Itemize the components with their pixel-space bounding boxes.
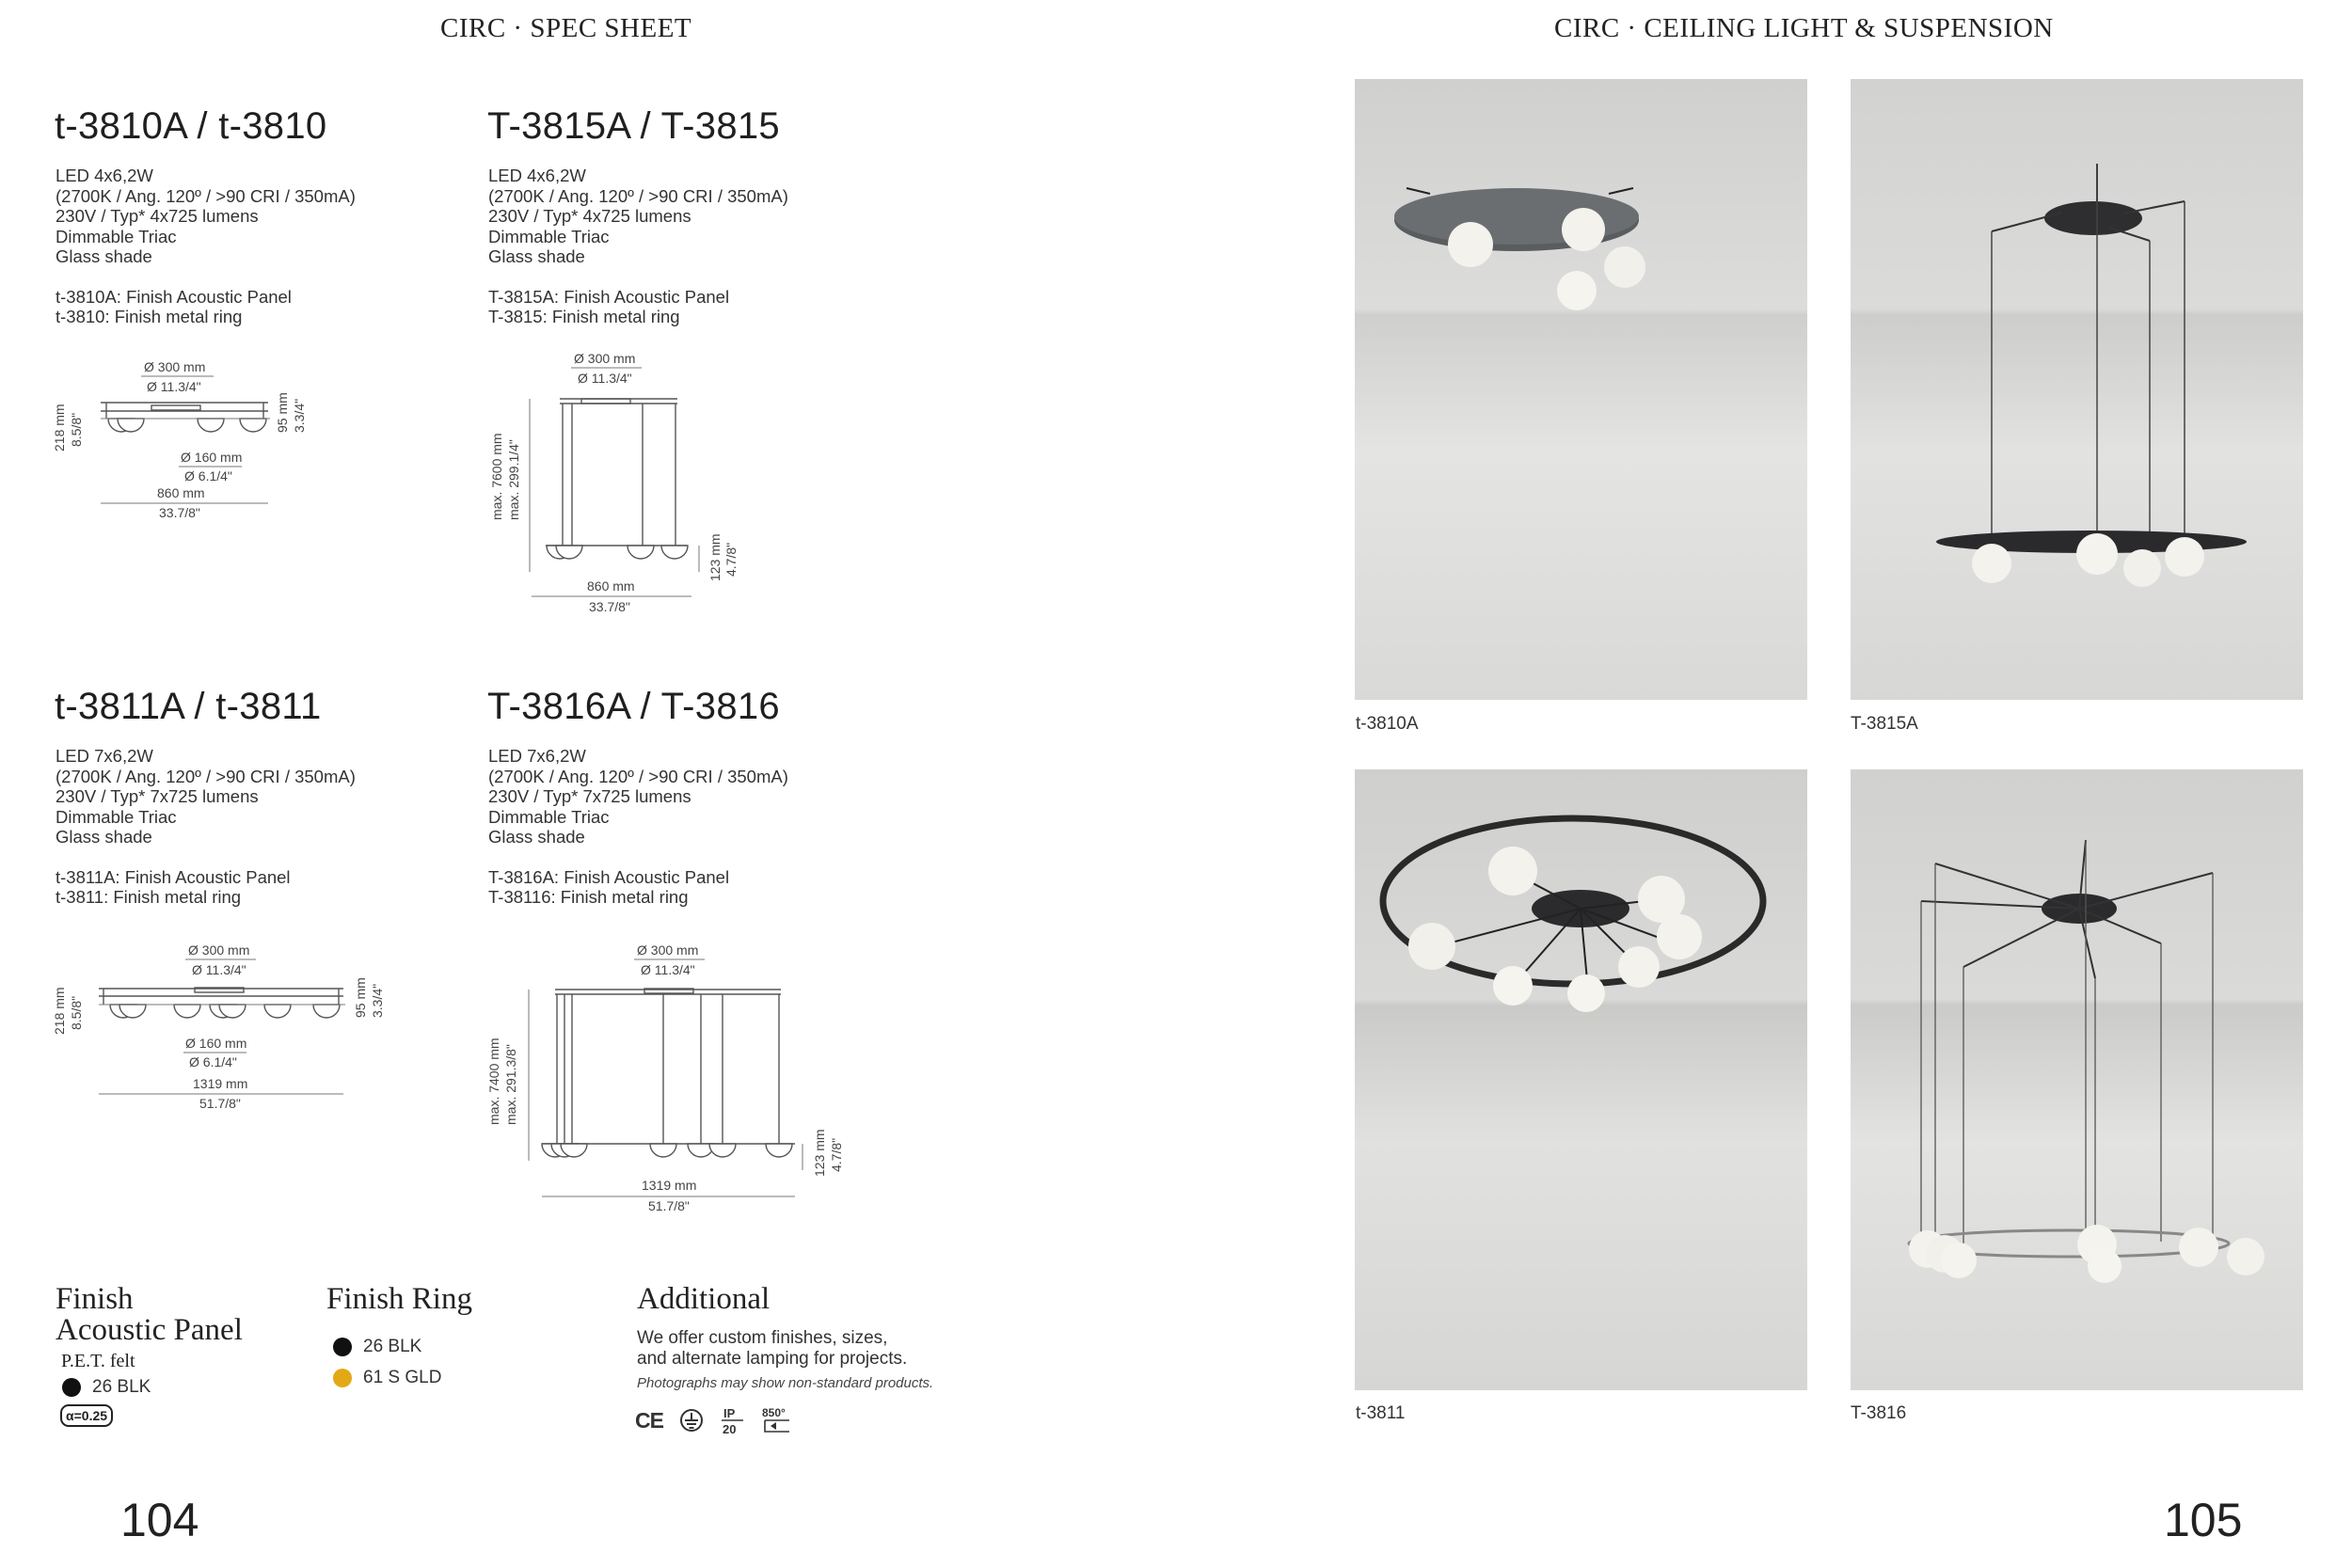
right-running-title: CIRC · CEILING LIGHT & SUSPENSION [1554,13,2054,43]
svg-text:max. 7400 mm: max. 7400 mm [486,1037,501,1125]
svg-text:95 mm: 95 mm [275,392,290,433]
dimension-drawing-T-3816 [480,937,875,1228]
product-photo-t-3810A[interactable] [1355,79,1807,700]
model-specs-T-3815: LED 4x6,2W (2700K / Ang. 120º / >90 CRI / 350mA) 230V / Typ* 4x725 lumens Dimmable Triac Glass shade T-3815A: Finish Acoustic Panel T-3815: Finish metal ring [488,166,788,326]
dimension-drawing-t-3810 [52,353,390,527]
model-title-t-3810: t-3810A / t-3810 [55,105,327,147]
suspension-ring-illustration [1851,769,2303,1390]
page-number-left: 104 [120,1494,199,1546]
svg-text:Ø 300 mm: Ø 300 mm [574,351,636,366]
ip20-rating-icon [720,1405,746,1435]
photo-caption-t-3810A: t-3810A [1356,714,1419,734]
svg-text:Ø 11.3/4": Ø 11.3/4" [147,379,201,394]
finish-panel-swatch-26-blk[interactable] [62,1377,151,1398]
swatch-label: 26 BLK [363,1337,422,1356]
svg-text:850°: 850° [762,1406,786,1419]
svg-text:Ø 160 mm: Ø 160 mm [185,1036,247,1051]
model-specs-t-3811: LED 7x6,2W (2700K / Ang. 120º / >90 CRI / 350mA) 230V / Typ* 7x725 lumens Dimmable Triac Glass shade t-3811A: Finish Acoustic Panel t-3811: Finish metal ring [56,746,356,907]
svg-text:51.7/8": 51.7/8" [648,1198,690,1213]
svg-text:max. 7600 mm: max. 7600 mm [489,433,504,520]
svg-text:4.7/8": 4.7/8" [723,542,739,577]
product-photo-T-3816[interactable] [1851,769,2303,1390]
svg-text:860 mm: 860 mm [587,578,635,594]
additional-title: Additional [637,1282,771,1316]
finish-ring-swatch-26-blk[interactable] [333,1337,421,1357]
model-title-t-3811: t-3811A / t-3811 [55,686,322,727]
svg-text:51.7/8": 51.7/8" [199,1096,241,1111]
temperature-850-icon [761,1405,795,1435]
additional-text: We offer custom finishes, sizes, and alternate lamping for projects. [637,1328,908,1369]
dimension-drawing-T-3815 [485,346,767,628]
photo-caption-t-3811: t-3811 [1356,1403,1406,1423]
photo-disclaimer: Photographs may show non-standard products. [637,1375,934,1391]
svg-text:8.5/8": 8.5/8" [69,995,84,1030]
svg-text:218 mm: 218 mm [52,404,67,451]
color-dot [62,1378,81,1397]
svg-text:1319 mm: 1319 mm [193,1076,248,1091]
svg-text:20: 20 [723,1422,737,1435]
svg-text:max. 299.1/4": max. 299.1/4" [506,439,521,520]
model-title-T-3816: T-3816A / T-3816 [487,686,780,727]
photo-caption-T-3816: T-3816 [1851,1403,1907,1423]
svg-text:Ø 300 mm: Ø 300 mm [144,359,206,374]
svg-text:95 mm: 95 mm [353,977,368,1018]
swatch-label: 61 S GLD [363,1368,442,1387]
ce-mark-icon: CE [635,1407,663,1433]
svg-text:4.7/8": 4.7/8" [829,1137,844,1172]
model-specs-t-3810: LED 4x6,2W (2700K / Ang. 120º / >90 CRI / 350mA) 230V / Typ* 4x725 lumens Dimmable Triac Glass shade t-3810A: Finish Acoustic Panel t-3810: Finish metal ring [56,166,356,326]
product-photo-T-3815A[interactable] [1851,79,2303,700]
suspension-light-illustration [1851,79,2303,700]
finish-ring-title: Finish Ring [326,1282,472,1316]
swatch-label: 26 BLK [92,1377,151,1397]
svg-text:3.3/4": 3.3/4" [370,983,385,1018]
svg-text:Ø 6.1/4": Ø 6.1/4" [184,468,232,483]
svg-text:Ø 6.1/4": Ø 6.1/4" [189,1054,237,1069]
ceiling-light-illustration [1355,79,1807,700]
svg-text:860 mm: 860 mm [157,485,205,500]
finish-panel-title: Finish Acoustic Panel [56,1282,243,1347]
color-dot [333,1369,352,1387]
color-dot [333,1338,352,1356]
certification-icons [635,1405,795,1435]
finish-ring-swatch-61-s-gld[interactable] [333,1368,441,1388]
svg-text:33.7/8": 33.7/8" [159,505,200,520]
svg-text:IP: IP [723,1406,736,1420]
svg-text:Ø 300 mm: Ø 300 mm [637,942,699,958]
ring-light-illustration [1355,769,1807,1390]
svg-text:Ø 300 mm: Ø 300 mm [188,942,250,958]
svg-text:218 mm: 218 mm [52,987,67,1035]
photo-caption-T-3815A: T-3815A [1851,714,1918,734]
product-photo-t-3811[interactable] [1355,769,1807,1390]
svg-text:Ø 11.3/4": Ø 11.3/4" [192,962,246,977]
svg-text:Ø 11.3/4": Ø 11.3/4" [578,371,632,386]
dimension-drawing-t-3811 [52,939,409,1117]
model-title-T-3815: T-3815A / T-3815 [487,105,780,147]
protective-earth-icon [678,1407,705,1433]
finish-panel-material: P.E.T. felt [61,1351,135,1371]
svg-text:33.7/8": 33.7/8" [589,599,630,614]
alpha-absorption-badge: α=0.25 [60,1404,113,1427]
model-specs-T-3816: LED 7x6,2W (2700K / Ang. 120º / >90 CRI / 350mA) 230V / Typ* 7x725 lumens Dimmable Triac Glass shade T-3816A: Finish Acoustic Panel T-38116: Finish metal ring [488,746,788,907]
svg-text:Ø 11.3/4": Ø 11.3/4" [641,962,695,977]
svg-text:123 mm: 123 mm [812,1129,827,1177]
left-running-title: CIRC · SPEC SHEET [440,13,692,43]
svg-text:8.5/8": 8.5/8" [69,412,84,447]
page-number-right: 105 [2164,1494,2243,1546]
svg-text:Ø 160 mm: Ø 160 mm [181,450,243,465]
svg-text:max. 291.3/8": max. 291.3/8" [503,1044,518,1125]
svg-text:123 mm: 123 mm [707,533,723,581]
svg-text:3.3/4": 3.3/4" [292,398,307,433]
svg-text:1319 mm: 1319 mm [642,1178,697,1193]
